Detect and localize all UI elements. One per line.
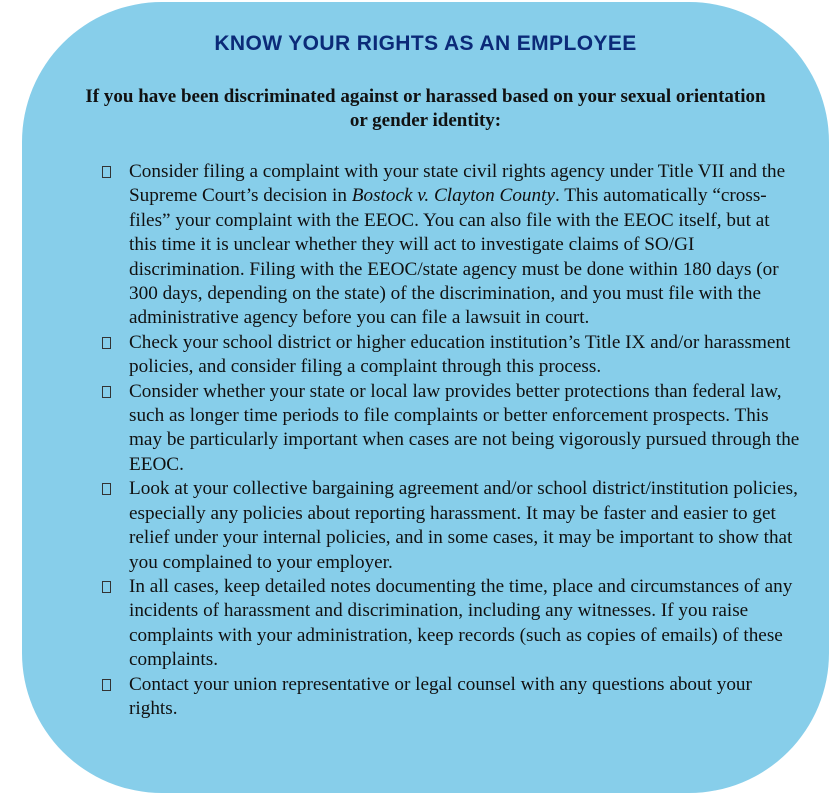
list-item (102, 673, 802, 722)
square-bullet-icon (102, 679, 111, 691)
card-title: KNOW YOUR RIGHTS AS AN EMPLOYEE (214, 32, 637, 55)
square-bullet-icon (102, 386, 111, 398)
square-bullet-icon (102, 337, 111, 349)
square-bullet-icon (102, 581, 111, 593)
square-bullet-icon (102, 166, 111, 178)
list-item (102, 331, 802, 380)
list-item-text: Look at your collective bargaining agreement and/or school district/institution policies, especially any policies about reporting harassment. It may be faster and easier to get relief under your internal policies, and in some cases, it may be important to show that you complained to your employer. (129, 478, 798, 573)
list-item-text: In all cases, keep detailed notes documenting the time, place and circumstances of any incidents of harassment and discrimination, including any witnesses. If you raise complaints with your administration, keep records (such as copies of emails) of these complaints. (129, 575, 793, 671)
list-item-text: Consider filing a complaint with your state civil rights agency under Title VII and the Supreme Court’s decision in Bostock v. Clayton County. This automatically “cross-files” your complaint with the EEOC. You can also file with the EEOC itself, but at this time it is unclear whether they will act to investigate claims of SO/GI discrimination. Filing with the EEOC/state agency must be done within 180 days (or 300 days, depending on the state) of the discrimination, and you must file with the administrative agency before you can file a lawsuit in court. (129, 161, 786, 329)
list-item-text: Consider whether your state or local law provides better protections than federal law, such as longer time periods to file complaints or better enforcement prospects. This may be particularly important when cases are not being vigorously pursued through the EEOC. (129, 380, 800, 475)
rights-card (22, 2, 829, 793)
list-item-text: Contact your union representative or legal counsel with any questions about your rights. (129, 673, 752, 719)
card-subtitle: If you have been discriminated against or harassed based on your sexual orientation or gender identity: (85, 86, 766, 131)
case-name: Bostock v. Clayton County (351, 185, 555, 207)
list-item-text: Check your school district or higher education institution’s Title IX and/or harassment policies, and consider filing a complaint through this process. (129, 331, 791, 378)
list-item (102, 477, 802, 575)
list-item (102, 160, 802, 331)
square-bullet-icon (102, 483, 111, 495)
list-item (102, 380, 802, 478)
list-item (102, 575, 802, 673)
rights-list (102, 160, 802, 721)
